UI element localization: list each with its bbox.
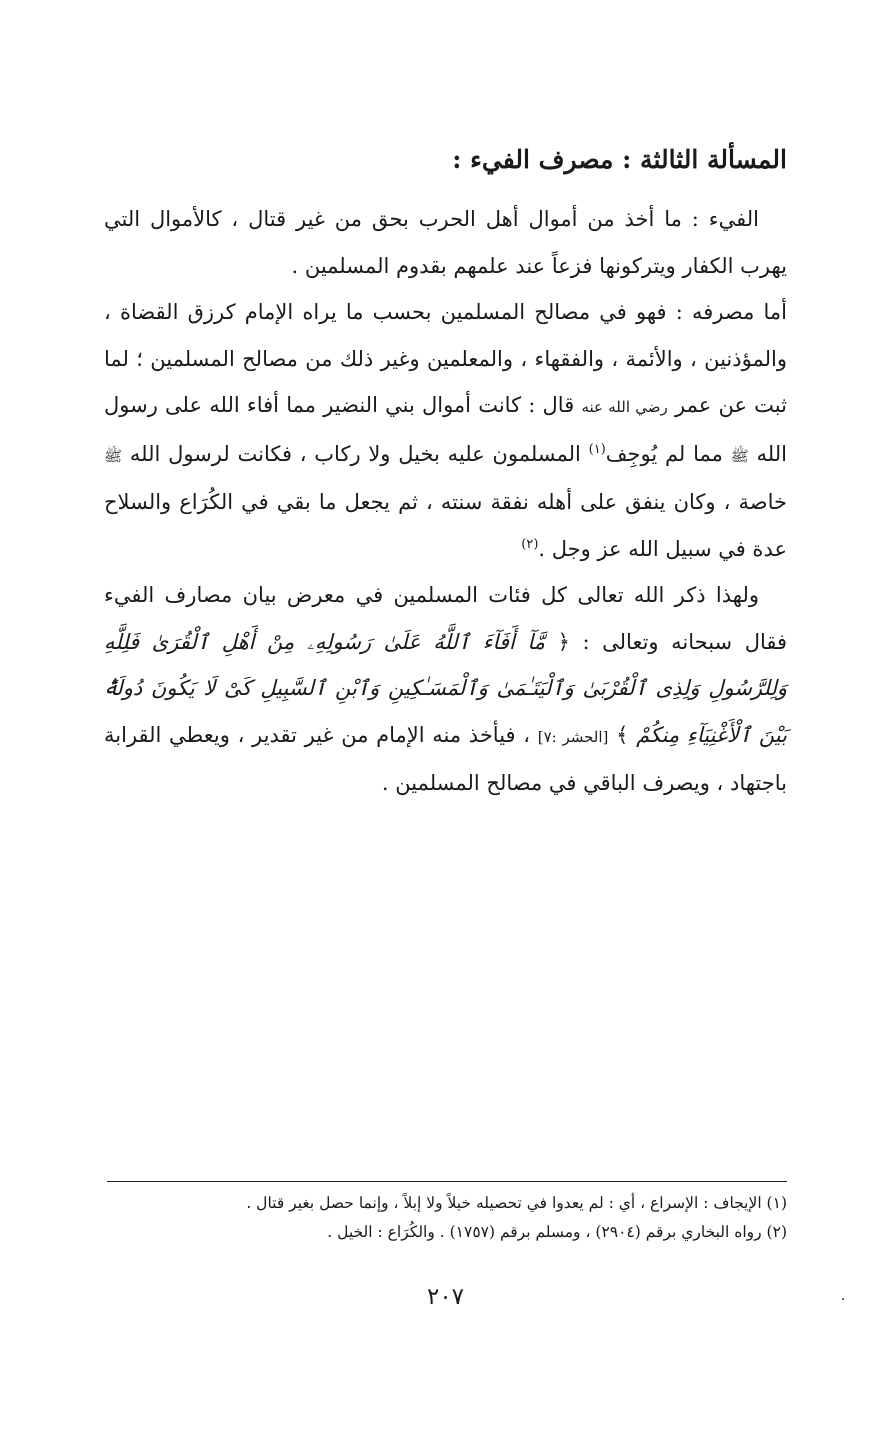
footnote-1: (١) الإيجاف : الإسراع ، أي : لم يعدوا في تحصيله خيلاً ولا إبلاً ، وإنما حصل بغير قتال . (246, 1194, 787, 1212)
paragraph-definition: الفيء : ما أخذ من أموال أهل الحرب بحق من غير قتال ، كالأموال التي يهرب الكفار ويتركونها فزعاً عند علمهم بقدوم المسلمين . (104, 207, 787, 278)
text-segment: مما لم يُوجِف (605, 441, 723, 466)
footnote-divider (107, 1181, 787, 1182)
main-text (104, 196, 787, 807)
footnote-ref-2[interactable]: (٢) (521, 536, 539, 552)
text-segment: المسلمون عليه بخيل ولا ركاب ، فكانت لرسول الله (129, 441, 581, 466)
text-segment: قال : كانت أموال بني النضير مما أفاء الله على رسول الله (104, 393, 787, 466)
footnote-ref-1[interactable]: (١) (588, 441, 606, 457)
text-segment: أما مصرفه : فهو في مصالح المسلمين بحسب ما يراه الإمام كرزق القضاة ، والمؤذنين ، والأئمة ، والفقهاء ، والمعلمين وغير ذلك من مصالح المسلمين ؛ لما ثبت عن عمر (104, 300, 787, 417)
footnotes (104, 1189, 787, 1247)
page-number: ٢٠٧ (426, 1284, 465, 1310)
text-segment: ولهذا ذكر الله تعالى كل فئات المسلمين في معرض بيان مصارف الفيء فقال سبحانه وتعالى : (104, 583, 788, 654)
quran-bracket-close: ﴾ (616, 722, 629, 747)
honorific-mark: ﷺ (730, 446, 749, 465)
paragraph-disbursement (104, 289, 787, 572)
honorific-mark: ﷺ (104, 446, 123, 465)
text-segment: ، فيأخذ منه الإمام من غير تقدير ، ويعطي القرابة باجتهاد ، ويصرف الباقي في مصالح المسلمين . (104, 722, 787, 795)
text-segment: خاصة ، وكان ينفق على أهله نفقة سنته ، ثم يجعل ما بقي في الكُرَاع والسلاح عدة في سبيل الله عز وجل . (104, 490, 787, 561)
verse-reference: [الحشر :٧] (537, 727, 609, 746)
scan-dot (842, 1298, 844, 1300)
paragraph-quran-verse (104, 572, 787, 807)
quran-verse: مَّآ أَفَآءَ ٱللَّهُ عَلَىٰ رَسُولِهِۦ مِنْ أَهْلِ ٱلْقُرَىٰ فَلِلَّهِ وَلِلرَّسُولِ وَلِذِى ٱلْقُرْبَىٰ وَٱلْيَتَـٰمَىٰ وَٱلْمَسَـٰكِينِ وَٱبْنِ ٱلسَّبِيلِ كَىْ لَا يَكُونَ دُولَةًۢ بَيْنَ ٱلْأَغْنِيَآءِ مِنكُمْ (104, 629, 787, 747)
honorific-mark: رضي الله عنه (581, 398, 668, 416)
quran-bracket-open: ﴿ (557, 629, 570, 654)
footnote-2: (٢) رواه البخاري برقم (٢٩٠٤) ، ومسلم برقم (١٧٥٧) . والكُرَاع : الخيل . (327, 1223, 787, 1241)
section-heading: المسألة الثالثة : مصرف الفيء : (452, 145, 787, 174)
